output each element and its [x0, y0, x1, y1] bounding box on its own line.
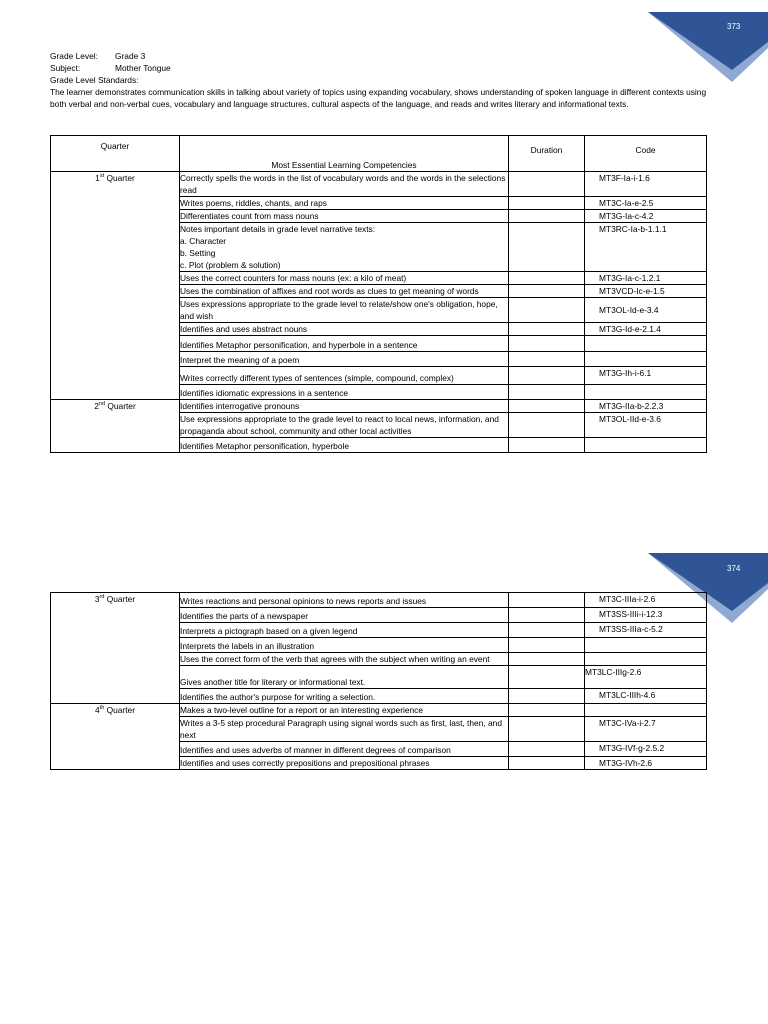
competency-cell: Uses the combination of affixes and root words as clues to get meaning of words [180, 285, 509, 298]
duration-cell [509, 197, 585, 210]
code-cell: MT3LC-IIIg-2.6 [585, 666, 707, 689]
code-cell [585, 653, 707, 666]
code-cell: MT3SS-IIIa-c-5.2 [585, 623, 707, 638]
duration-cell [509, 400, 585, 413]
competencies-table-q1-q2 [50, 135, 707, 453]
code-cell: MT3SS-IIIi-i-12.3 [585, 608, 707, 623]
competency-line: a. Character [180, 236, 227, 246]
competency-cell: Uses the correct counters for mass nouns (ex: a kilo of meat) [180, 272, 509, 285]
code-cell: MT3G-Ih-i-6.1 [585, 367, 707, 385]
competency-cell: Writes correctly different types of sentences (simple, compound, complex) [180, 367, 509, 385]
competency-cell: Identifies the parts of a newspaper [180, 608, 509, 623]
code-cell: MT3VCD-Ic-e-1.5 [585, 285, 707, 298]
competency-cell: Use expressions appropriate to the grade level to react to local news, information, and propaganda about school, community and other local activities [180, 413, 509, 438]
competency-cell: Writes poems, riddles, chants, and raps [180, 197, 509, 210]
competency-cell: Identifies Metaphor personification, and hyperbole in a sentence [180, 336, 509, 352]
competency-cell: Differentiates count from mass nouns [180, 210, 509, 223]
code-column-header: Code [585, 136, 707, 172]
code-cell: MT3LC-IIIh-4.6 [585, 689, 707, 704]
code-cell: MT3OL-Id-e-3.4 [585, 298, 707, 323]
subject-value: Mother Tongue [115, 63, 171, 73]
duration-cell [509, 757, 585, 770]
competency-cell [180, 223, 509, 272]
table-row [51, 172, 707, 197]
duration-cell [509, 413, 585, 438]
code-cell: MT3G-IVf-g-2.5.2 [585, 742, 707, 757]
code-cell: MT3G-IIa-b-2.2.3 [585, 400, 707, 413]
duration-column-header: Duration [509, 136, 585, 172]
table-row [51, 400, 707, 413]
duration-cell [509, 742, 585, 757]
code-cell [585, 385, 707, 400]
duration-cell [509, 689, 585, 704]
code-cell: MT3C-Ia-e-2.5 [585, 197, 707, 210]
competency-cell: Makes a two-level outline for a report or an interesting experience [180, 704, 509, 717]
duration-cell [509, 638, 585, 653]
code-cell: MT3C-IIIa-i-2.6 [585, 593, 707, 608]
competency-cell: Uses expressions appropriate to the grade level to relate/show one's obligation, hope, and wish [180, 298, 509, 323]
standards-text: The learner demonstrates communication skills in talking about variety of topics using expanding vocabulary, shows understanding of spoken language in different contexts using both verbal and non-verbal cues, vocabulary and language structures, cultural aspects of the language, and reads and writes literary and informational texts. [50, 87, 707, 109]
competency-cell: Identifies and uses adverbs of manner in different degrees of comparison [180, 742, 509, 757]
standards-label: Grade Level Standards: [50, 75, 139, 85]
page-number: 373 [727, 22, 741, 31]
code-cell: MT3G-Id-e-2.1.4 [585, 323, 707, 336]
competency-cell: Identifies interrogative pronouns [180, 400, 509, 413]
competency-cell: Writes reactions and personal opinions to news reports and issues [180, 593, 509, 608]
grade-level-value: Grade 3 [115, 51, 146, 61]
duration-cell [509, 704, 585, 717]
subject-label: Subject: [50, 63, 81, 73]
duration-cell [509, 385, 585, 400]
duration-cell [509, 438, 585, 453]
quarter-cell-4: 4th Quarter [51, 704, 180, 770]
document-header [50, 50, 710, 110]
code-cell [585, 704, 707, 717]
duration-cell [509, 323, 585, 336]
duration-cell [509, 623, 585, 638]
code-cell [585, 336, 707, 352]
competency-line: b. Setting [180, 248, 216, 258]
duration-cell [509, 367, 585, 385]
code-cell [585, 438, 707, 453]
competency-cell: Identifies and uses correctly prepositions and prepositional phrases [180, 757, 509, 770]
competency-cell: Uses the correct form of the verb that agrees with the subject when writing an event [180, 653, 509, 666]
competency-cell: Gives another title for literary or informational text. [180, 666, 509, 689]
competency-cell: Correctly spells the words in the list of vocabulary words and the words in the selections read [180, 172, 509, 197]
duration-cell [509, 608, 585, 623]
quarter-column-header: Quarter [51, 136, 180, 172]
code-cell: MT3C-IVa-i-2.7 [585, 717, 707, 742]
code-cell: MT3G-IVh-2.6 [585, 757, 707, 770]
quarter-cell-2: 2nd Quarter [51, 400, 180, 453]
duration-cell [509, 223, 585, 272]
competency-cell: Writes a 3-5 step procedural Paragraph using signal words such as first, last, then, and next [180, 717, 509, 742]
competency-cell: Interprets a pictograph based on a given legend [180, 623, 509, 638]
duration-cell [509, 272, 585, 285]
quarter-cell-3: 3rd Quarter [51, 593, 180, 704]
duration-cell [509, 298, 585, 323]
table-row [51, 593, 707, 608]
code-cell: MT3G-Ia-c-4.2 [585, 210, 707, 223]
duration-cell [509, 666, 585, 689]
competency-line: c. Plot (problem & solution) [180, 260, 281, 270]
duration-cell [509, 593, 585, 608]
code-cell: MT3F-Ia-i-1.6 [585, 172, 707, 197]
duration-cell [509, 336, 585, 352]
code-cell [585, 638, 707, 653]
page-number: 374 [727, 564, 741, 573]
quarter-cell-1: 1st Quarter [51, 172, 180, 400]
competency-cell: Identifies and uses abstract nouns [180, 323, 509, 336]
code-cell: MT3G-Ia-c-1.2.1 [585, 272, 707, 285]
competency-cell: Interpret the meaning of a poem [180, 352, 509, 367]
competency-cell: Interprets the labels in an illustration [180, 638, 509, 653]
competency-cell: Identifies Metaphor personification, hyperbole [180, 438, 509, 453]
competency-cell: Identifies the author's purpose for writing a selection. [180, 689, 509, 704]
table-header-row [51, 136, 707, 172]
grade-level-label: Grade Level: [50, 51, 98, 61]
code-cell [585, 352, 707, 367]
competency-line: Notes important details in grade level narrative texts: [180, 224, 376, 234]
competencies-table-q3-q4 [50, 592, 707, 770]
code-cell: MT3OL-IId-e-3.6 [585, 413, 707, 438]
competencies-column-header: Most Essential Learning Competencies [180, 136, 509, 172]
duration-cell [509, 653, 585, 666]
competency-cell: Identifies idiomatic expressions in a sentence [180, 385, 509, 400]
duration-cell [509, 210, 585, 223]
duration-cell [509, 285, 585, 298]
duration-cell [509, 717, 585, 742]
table-row [51, 704, 707, 717]
duration-cell [509, 172, 585, 197]
duration-cell [509, 352, 585, 367]
code-cell: MT3RC-Ia-b-1.1.1 [585, 223, 707, 272]
